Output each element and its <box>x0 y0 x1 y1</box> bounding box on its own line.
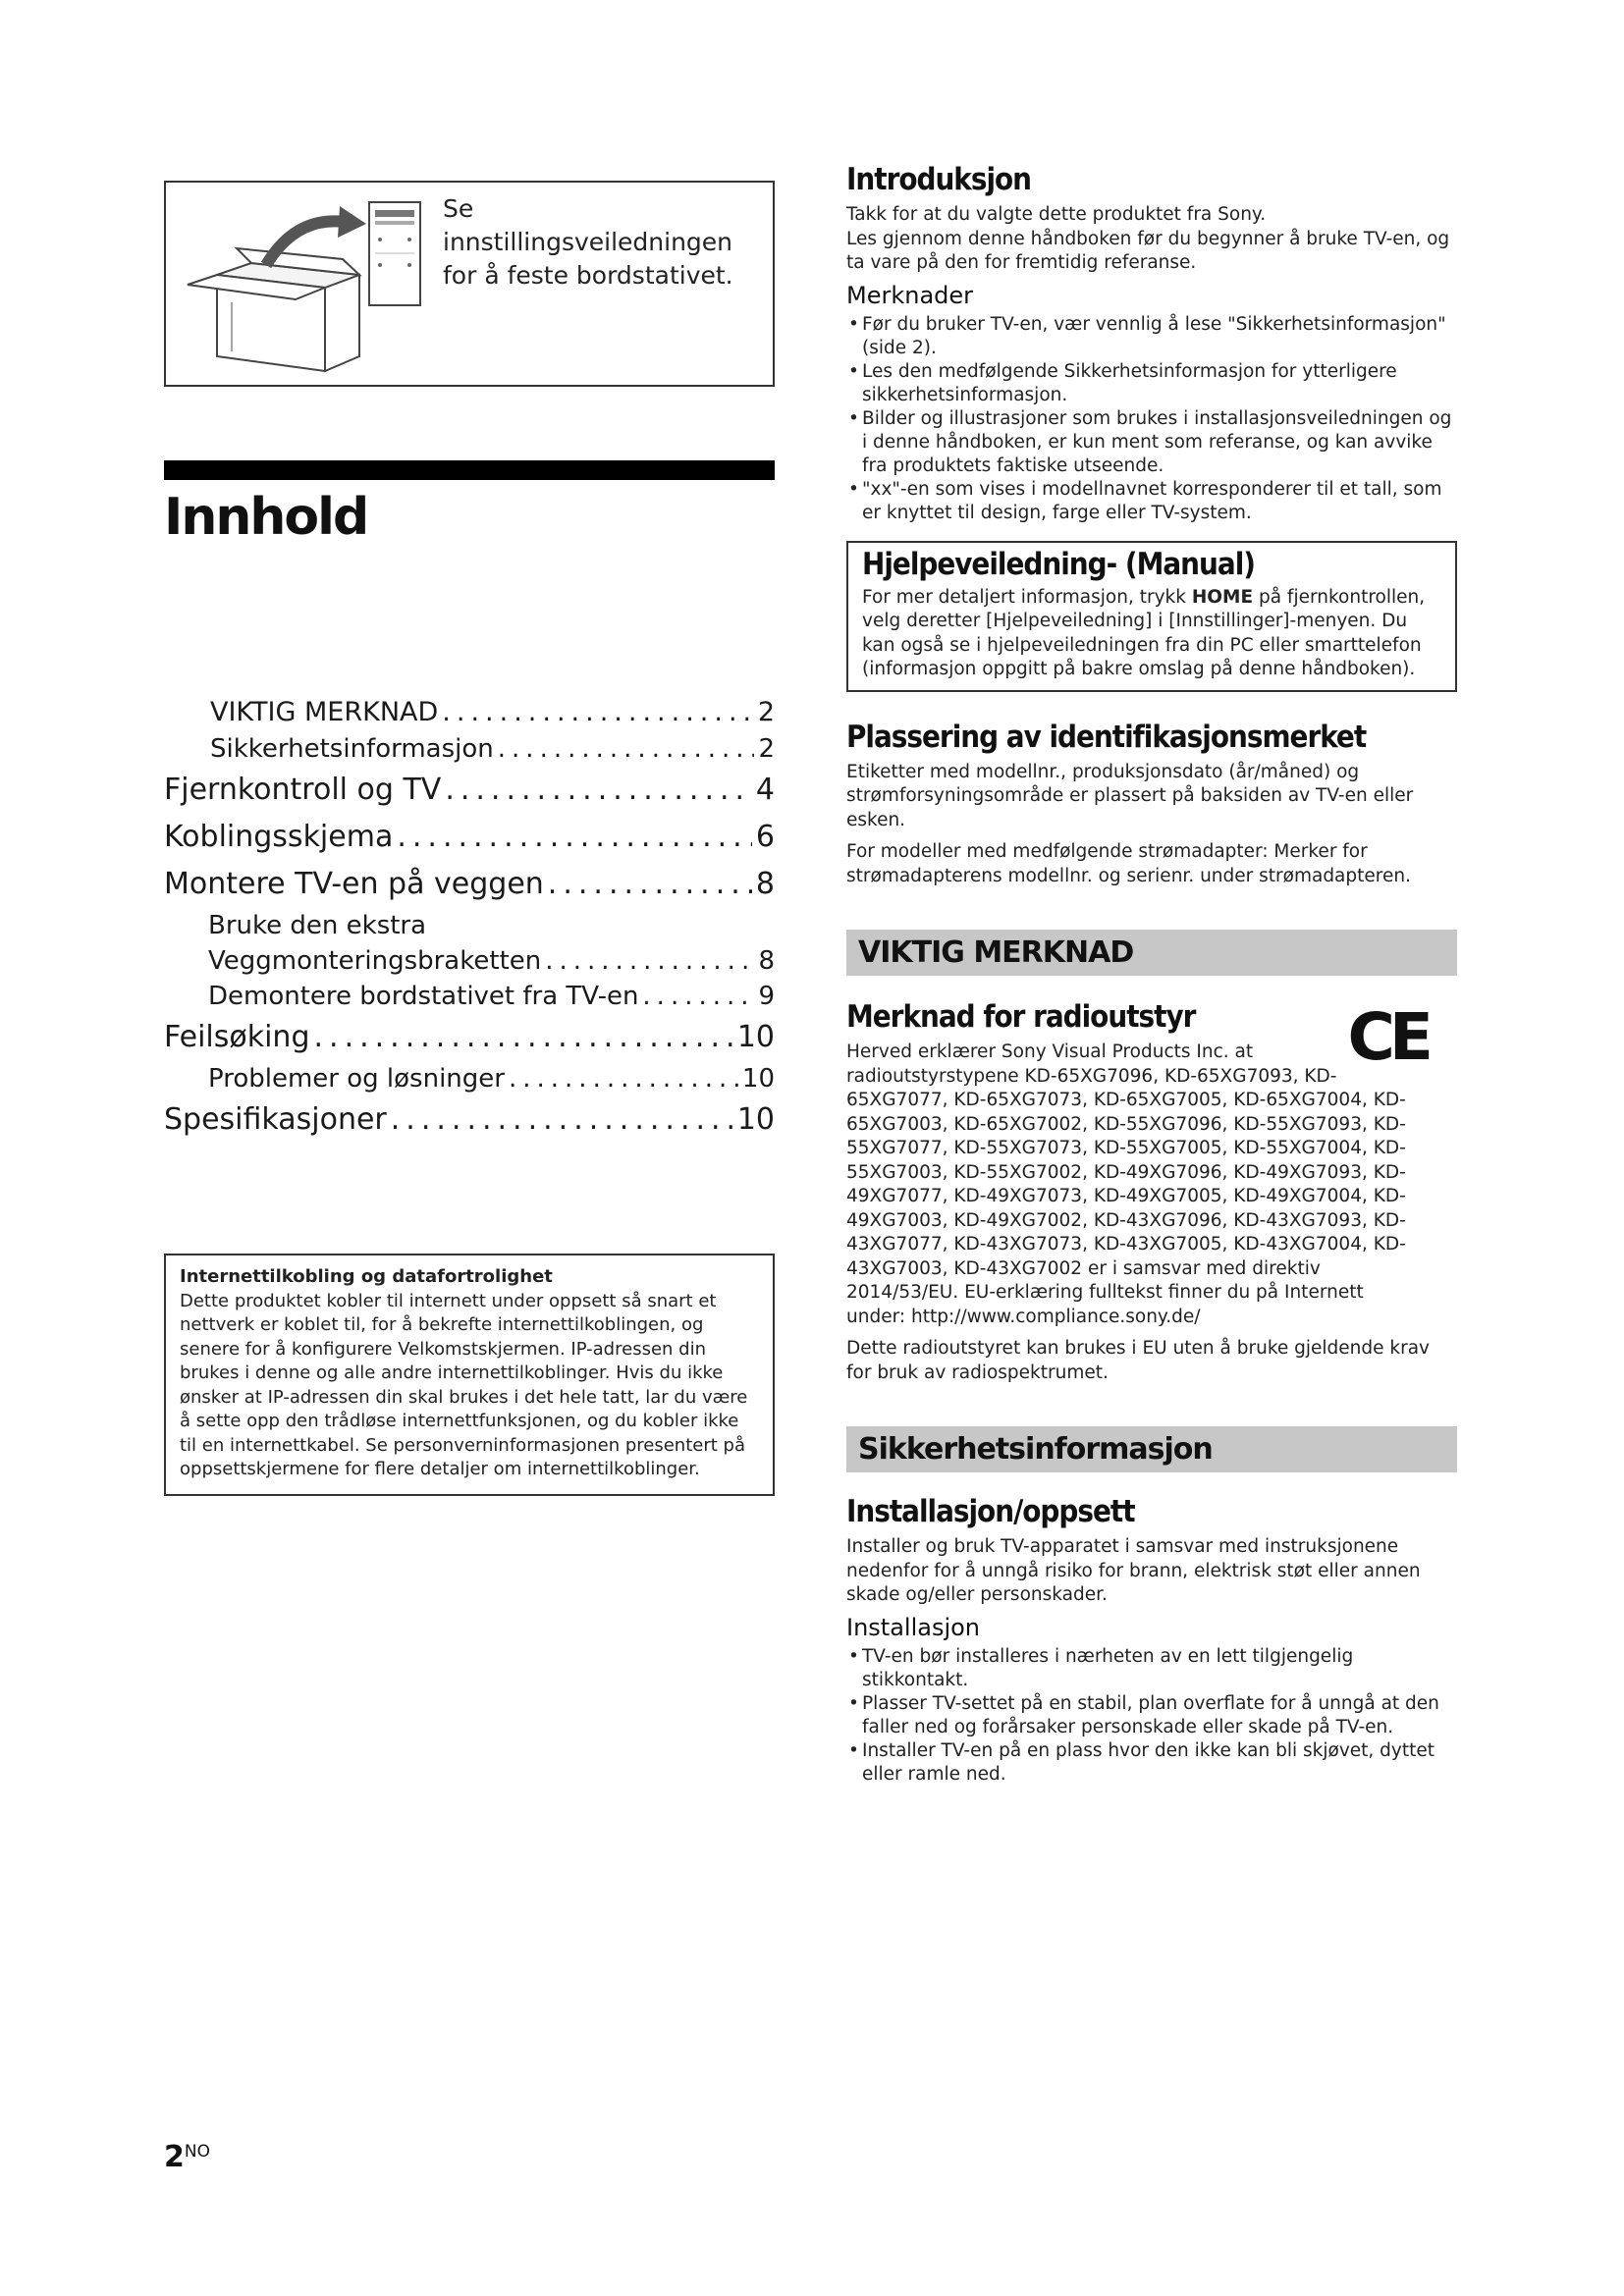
help-guide-text: For mer detaljert informasjon, trykk HOME på fjernkontrollen, velg deretter [Hjelpeveiledning] i [Innstillinger]-menyen. Du kan også se i hjelpeveiledningen fra din PC eller smarttelefon (informasjon oppgitt på bakre omslag på denne håndboken). <box>862 586 1426 679</box>
radio-text: Herved erklærer Sony Visual Products Inc. at radioutstyrstypene KD-65XG7096, KD-65XG7093, KD-65XG7077, KD-65XG7073, KD-65XG7005, KD-65XG7004, KD-65XG7003, KD-65XG7002, KD-55XG7096, KD-55XG7093, KD-55XG7077, KD-55XG7073, KD-55XG7005, KD-55XG7004, KD-55XG7003, KD-55XG7002, KD-49XG7096, KD-49XG7093, KD-49XG7077, KD-49XG7073, KD-49XG7005, KD-49XG7004, KD-49XG7003, KD-49XG7002, KD-43XG7096, KD-43XG7093, KD-43XG7077, KD-43XG7073, KD-43XG7005, KD-43XG7004, KD-43XG7003, KD-43XG7002 er i samsvar med direktiv 2014/53/EU. EU-erklæring fulltekst finner du på Internett under: http://www.compliance.sony.de/ <box>846 1041 1406 1327</box>
ident-section <box>846 720 1457 889</box>
radio-text: Dette radioutstyret kan brukes i EU uten å bruke gjeldende krav for bruk av radiospektrumet. <box>846 1338 1431 1383</box>
intro-text: Takk for at du valgte dette produktet fra Sony. <box>846 204 1267 225</box>
help-guide-heading: Hjelpeveiledning- (Manual) <box>862 546 1256 582</box>
ident-heading: Plassering av identifikasjonsmerket <box>846 719 1367 755</box>
toc-entry-text: Feilsøking <box>164 1020 310 1054</box>
toc-entry[interactable] <box>210 694 775 731</box>
toc-entry-page: 10 <box>741 1064 775 1094</box>
toc-entry-text: Problemer og løsninger <box>208 1064 505 1094</box>
ident-text: Etiketter med modellnr., produksjonsdato (år/måned) og strømforsyningsområde er plassert på baksiden av TV-en eller esken. <box>846 761 1414 830</box>
toc-entry-page: 8 <box>755 867 775 901</box>
internet-privacy-heading: Internettilkobling og datafortrolighet <box>180 1266 553 1287</box>
toc-entry-text: Koblingsskjema <box>164 820 394 854</box>
safety-band: Sikkerhetsinformasjon <box>846 1426 1457 1472</box>
help-guide-box <box>846 541 1457 692</box>
notes-list <box>846 313 1457 525</box>
language-code: NO <box>184 2142 210 2162</box>
setup-guide-box <box>164 181 775 387</box>
list-item: • Bilder og illustrasjoner som brukes i installasjonsveiledningen og i denne håndboken, er kun ment som referanse, og kan avvike fra produktets faktiske utseende. <box>846 407 1457 478</box>
ident-text: For modeller med medfølgende strømadapter: Merker for strømadapterens modellnr. og serienr. under strømadapteren. <box>846 841 1411 886</box>
page-number: $2^{NO}$ <box>164 2140 210 2174</box>
install-heading: Installasjon/oppsett <box>846 1494 1135 1529</box>
toc-entry[interactable] <box>164 1096 775 1144</box>
toc-entry[interactable] <box>164 1014 775 1061</box>
toc-entry-text: Demontere bordstativet fra TV-en <box>208 982 639 1011</box>
toc-title: Innhold <box>164 488 368 547</box>
toc-entry[interactable] <box>164 861 775 908</box>
internet-privacy-box <box>164 1254 775 1496</box>
right-column <box>846 162 1457 1787</box>
toc-entry-text: Veggmonteringsbraketten <box>208 946 542 976</box>
ce-mark-icon: CE <box>1347 999 1428 1075</box>
toc-entry-page: 2 <box>757 697 775 727</box>
toc-entry[interactable] <box>208 908 775 943</box>
toc-entry[interactable] <box>208 979 775 1014</box>
left-column <box>164 181 775 1496</box>
important-notice-band: VIKTIG MERKNAD <box>846 930 1457 976</box>
list-item: • Installer TV-en på en plass hvor den ikke kan bli skjøvet, dyttet eller ramle ned. <box>846 1739 1457 1787</box>
intro-text: Les gjennom denne håndboken før du begynner å bruke TV-en, og ta vare på den for fremtidig referanse. <box>846 228 1450 273</box>
toc-entry[interactable] <box>164 767 775 814</box>
list-item: • Plasser TV-settet på en stabil, plan overflate for å unngå at den faller ned og forårsaker personskade eller skade på TV-en. <box>846 1692 1457 1739</box>
toc-entry-page: 10 <box>736 1102 775 1137</box>
toc-entry-text: Spesifikasjoner <box>164 1102 387 1137</box>
tv-box-illustration-icon <box>178 194 433 376</box>
toc-entry[interactable] <box>208 1061 775 1096</box>
toc-entry-page: 8 <box>758 946 775 976</box>
notes-heading: Merknader <box>846 281 974 309</box>
radio-heading: Merknad for radioutstyr <box>846 999 1196 1035</box>
install-list <box>846 1645 1457 1787</box>
toc-entry[interactable] <box>210 731 775 767</box>
list-item: • TV-en bør installeres i nærheten av en lett tilgjengelig stikkontakt. <box>846 1645 1457 1692</box>
install-section <box>846 1494 1457 1787</box>
setup-guide-text: Se innstillingsveiledningen for å feste bordstativet. <box>443 194 733 290</box>
toc-entry-text: Sikkerhetsinformasjon <box>210 734 494 764</box>
list-item: • "xx"-en som vises i modellnavnet korresponderer til et tall, som er knyttet til design, farge eller TV-system. <box>846 478 1457 525</box>
toc-entry-text: VIKTIG MERKNAD <box>210 697 439 727</box>
toc-entry-text: Bruke den ekstra <box>208 911 427 940</box>
list-item: • Les den medfølgende Sikkerhetsinformasjon for ytterligere sikkerhetsinformasjon. <box>846 360 1457 407</box>
toc-entry-text: Fjernkontroll og TV <box>164 773 442 807</box>
toc-divider <box>164 460 775 480</box>
toc-entry-page: 9 <box>758 982 775 1011</box>
toc-entry[interactable] <box>164 814 775 861</box>
toc-entry[interactable] <box>208 943 775 979</box>
toc-entry-page: 4 <box>755 773 775 807</box>
toc-entry-page: 6 <box>755 820 775 854</box>
install-subheading: Installasjon <box>846 1613 981 1641</box>
radio-notice <box>846 999 1457 1385</box>
toc-entry-page: 10 <box>736 1020 775 1054</box>
home-key-label: HOME <box>1191 586 1254 608</box>
list-item: • Før du bruker TV-en, vær vennlig å lese "Sikkerhetsinformasjon" (side 2). <box>846 313 1457 360</box>
toc-entry-page: 2 <box>758 734 775 764</box>
internet-privacy-body: Dette produktet kobler til internett under oppsett så snart et nettverk er koblet til, for å bekrefte internettilkoblingen, og senere for å konfigurere Velkomstskjermen. IP-adressen din brukes i denne og alle andre internettilkoblinger. Hvis du ikke ønsker at IP-adressen din skal brukes i det hele tatt, lar du være å sette opp den trådløse internettfunksjonen, og du kobler ikke til en internettkabel. Se personverninformasjonen presentert på oppsettskjermene for flere detaljer om internettilkoblinger. <box>180 1290 748 1479</box>
intro-heading: Introduksjon <box>846 162 1032 197</box>
install-text: Installer og bruk TV-apparatet i samsvar med instruksjonene nedenfor for å unngå risiko for brann, elektrisk støt eller annen skade og/eller personskader. <box>846 1536 1421 1605</box>
table-of-contents <box>164 694 775 1144</box>
toc-entry-text: Montere TV-en på veggen <box>164 867 544 901</box>
